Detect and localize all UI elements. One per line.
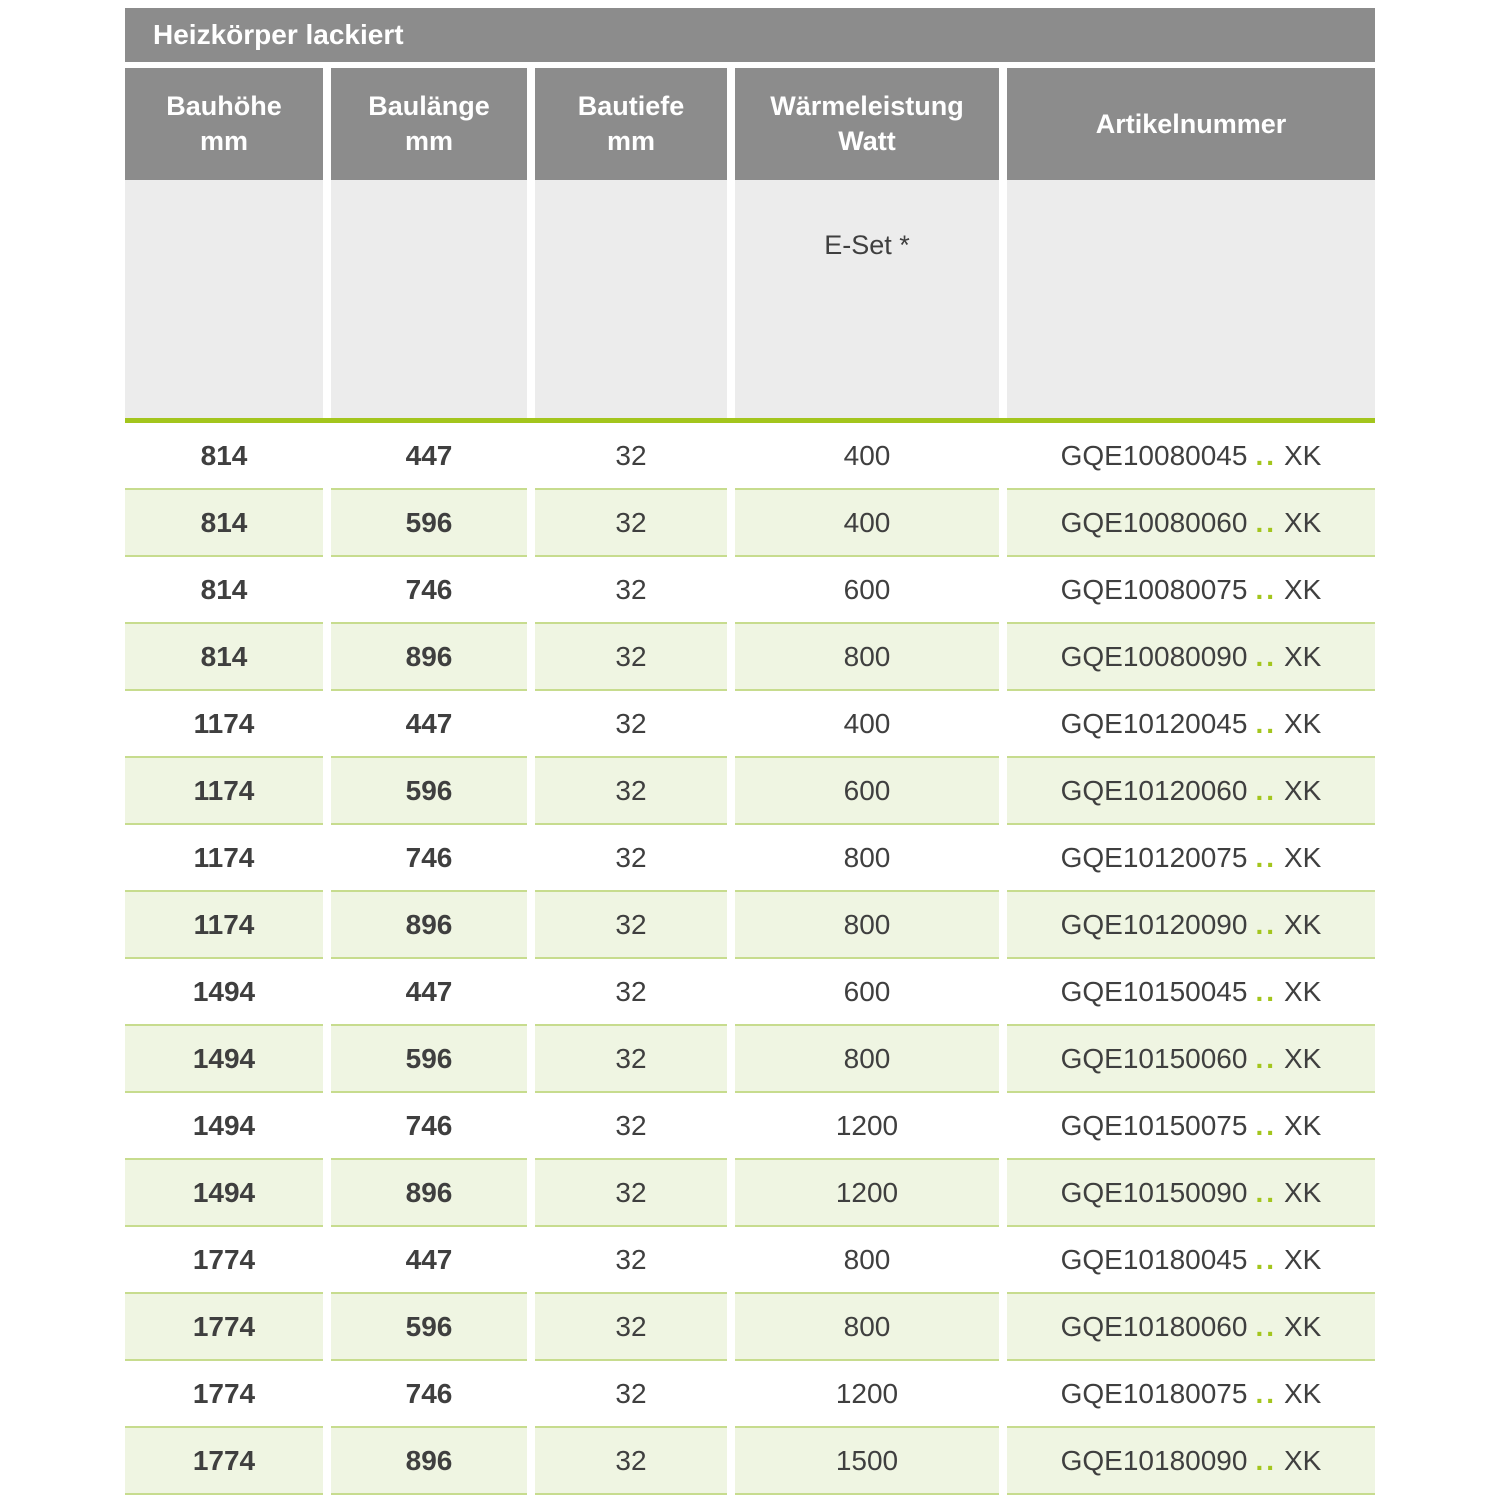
cell-baulaenge: 447 xyxy=(331,959,527,1026)
artikel-prefix: GQE10080045 xyxy=(1060,440,1248,471)
artikel-suffix: XK xyxy=(1284,909,1322,940)
artikel-suffix: XK xyxy=(1284,507,1322,538)
table-row xyxy=(125,691,1375,758)
cell-artikelnummer xyxy=(1007,1428,1375,1495)
cell-artikelnummer xyxy=(1007,1294,1375,1361)
cell-bauhoehe: 1494 xyxy=(125,959,323,1026)
cell-bautiefe: 32 xyxy=(535,825,727,892)
artikel-suffix: XK xyxy=(1284,641,1322,672)
cell-artikelnummer xyxy=(1007,959,1375,1026)
cell-watt: 800 xyxy=(735,1294,999,1361)
column-header-label: Wärmeleistung xyxy=(770,91,964,121)
artikel-dots-placeholder: .. xyxy=(1255,1177,1277,1208)
cell-bautiefe: 32 xyxy=(535,1227,727,1294)
artikel-prefix: GQE10120075 xyxy=(1060,842,1248,873)
cell-bautiefe: 32 xyxy=(535,758,727,825)
cell-artikelnummer xyxy=(1007,825,1375,892)
cell-watt: 400 xyxy=(735,490,999,557)
cell-bauhoehe: 1494 xyxy=(125,1160,323,1227)
subheader-cell xyxy=(1007,180,1375,418)
artikel-suffix: XK xyxy=(1284,1445,1322,1476)
artikel-prefix: GQE10080090 xyxy=(1060,641,1248,672)
cell-bauhoehe: 1174 xyxy=(125,892,323,959)
cell-bauhoehe: 1174 xyxy=(125,825,323,892)
artikel-dots-placeholder: .. xyxy=(1255,1043,1277,1074)
cell-bautiefe: 32 xyxy=(535,1361,727,1428)
artikel-suffix: XK xyxy=(1284,976,1322,1007)
artikel-prefix: GQE10150060 xyxy=(1060,1043,1248,1074)
artikel-suffix: XK xyxy=(1284,1043,1322,1074)
cell-bautiefe: 32 xyxy=(535,490,727,557)
cell-watt: 600 xyxy=(735,758,999,825)
artikel-dots-placeholder: .. xyxy=(1255,1244,1277,1275)
artikel-prefix: GQE10150090 xyxy=(1060,1177,1248,1208)
artikel-suffix: XK xyxy=(1284,1110,1322,1141)
column-header-unit: Watt xyxy=(838,126,896,156)
column-header-unit: mm xyxy=(404,126,453,156)
table-row xyxy=(125,825,1375,892)
artikel-dots-placeholder: .. xyxy=(1255,1311,1277,1342)
cell-bauhoehe: 1174 xyxy=(125,758,323,825)
column-header-baulaenge xyxy=(331,68,527,180)
subheader-cell xyxy=(331,180,527,418)
cell-artikelnummer xyxy=(1007,557,1375,624)
artikel-dots-placeholder: .. xyxy=(1255,842,1277,873)
table-row xyxy=(125,1026,1375,1093)
cell-baulaenge: 746 xyxy=(331,1093,527,1160)
subheader-cell xyxy=(125,180,323,418)
cell-bauhoehe: 1174 xyxy=(125,691,323,758)
cell-watt: 1200 xyxy=(735,1361,999,1428)
cell-baulaenge: 596 xyxy=(331,490,527,557)
artikel-prefix: GQE10180075 xyxy=(1060,1378,1248,1409)
cell-artikelnummer xyxy=(1007,490,1375,557)
cell-baulaenge: 596 xyxy=(331,1294,527,1361)
artikel-suffix: XK xyxy=(1284,708,1322,739)
cell-bauhoehe: 1774 xyxy=(125,1294,323,1361)
table-row xyxy=(125,892,1375,959)
cell-bauhoehe: 1494 xyxy=(125,1026,323,1093)
artikel-suffix: XK xyxy=(1284,1378,1322,1409)
column-header-unit: mm xyxy=(606,126,655,156)
table-row xyxy=(125,959,1375,1026)
cell-watt: 800 xyxy=(735,825,999,892)
artikel-prefix: GQE10080075 xyxy=(1060,574,1248,605)
artikel-prefix: GQE10150045 xyxy=(1060,976,1248,1007)
column-header-bautiefe xyxy=(535,68,727,180)
cell-artikelnummer xyxy=(1007,1227,1375,1294)
column-header-label: Bauhöhe xyxy=(166,91,282,121)
cell-artikelnummer xyxy=(1007,423,1375,490)
cell-bautiefe: 32 xyxy=(535,691,727,758)
artikel-dots-placeholder: .. xyxy=(1255,440,1277,471)
column-header-unit: mm xyxy=(199,126,248,156)
artikel-suffix: XK xyxy=(1284,574,1322,605)
cell-bautiefe: 32 xyxy=(535,1160,727,1227)
artikel-prefix: GQE10180090 xyxy=(1060,1445,1248,1476)
artikel-dots-placeholder: .. xyxy=(1255,1445,1277,1476)
cell-artikelnummer xyxy=(1007,1361,1375,1428)
cell-artikelnummer xyxy=(1007,892,1375,959)
table-subheader-row xyxy=(125,180,1375,418)
cell-baulaenge: 746 xyxy=(331,825,527,892)
cell-artikelnummer xyxy=(1007,1093,1375,1160)
cell-baulaenge: 896 xyxy=(331,1160,527,1227)
column-header-label: Bautiefe xyxy=(577,91,685,121)
table-row xyxy=(125,1093,1375,1160)
table-title-bar xyxy=(125,8,1375,62)
artikel-dots-placeholder: .. xyxy=(1255,641,1277,672)
cell-baulaenge: 896 xyxy=(331,1428,527,1495)
cell-bauhoehe: 814 xyxy=(125,557,323,624)
cell-bautiefe: 32 xyxy=(535,624,727,691)
artikel-prefix: GQE10180045 xyxy=(1060,1244,1248,1275)
table-row xyxy=(125,557,1375,624)
cell-baulaenge: 447 xyxy=(331,1227,527,1294)
table-row xyxy=(125,1428,1375,1495)
table-row xyxy=(125,490,1375,557)
table-row xyxy=(125,1160,1375,1227)
table-row xyxy=(125,624,1375,691)
cell-baulaenge: 596 xyxy=(331,1026,527,1093)
artikel-prefix: GQE10150075 xyxy=(1060,1110,1248,1141)
cell-baulaenge: 746 xyxy=(331,557,527,624)
artikel-prefix: GQE10080060 xyxy=(1060,507,1248,538)
cell-bautiefe: 32 xyxy=(535,557,727,624)
cell-baulaenge: 447 xyxy=(331,423,527,490)
cell-bautiefe: 32 xyxy=(535,1093,727,1160)
table-row xyxy=(125,423,1375,490)
cell-watt: 600 xyxy=(735,557,999,624)
column-header-artikelnummer xyxy=(1007,68,1375,180)
cell-baulaenge: 596 xyxy=(331,758,527,825)
cell-bauhoehe: 1774 xyxy=(125,1361,323,1428)
artikel-dots-placeholder: .. xyxy=(1255,976,1277,1007)
artikel-prefix: GQE10120060 xyxy=(1060,775,1248,806)
artikel-dots-placeholder: .. xyxy=(1255,909,1277,940)
table-row xyxy=(125,1227,1375,1294)
cell-artikelnummer xyxy=(1007,1160,1375,1227)
cell-watt: 800 xyxy=(735,1026,999,1093)
cell-bauhoehe: 814 xyxy=(125,423,323,490)
cell-watt: 1200 xyxy=(735,1093,999,1160)
cell-bautiefe: 32 xyxy=(535,1026,727,1093)
artikel-prefix: GQE10120090 xyxy=(1060,909,1248,940)
column-header-bauhoehe xyxy=(125,68,323,180)
cell-bautiefe: 32 xyxy=(535,423,727,490)
cell-bauhoehe: 1774 xyxy=(125,1227,323,1294)
artikel-dots-placeholder: .. xyxy=(1255,1378,1277,1409)
cell-artikelnummer xyxy=(1007,758,1375,825)
cell-bauhoehe: 814 xyxy=(125,490,323,557)
cell-watt: 600 xyxy=(735,959,999,1026)
subheader-eset-cell xyxy=(735,180,999,418)
artikel-dots-placeholder: .. xyxy=(1255,574,1277,605)
table-row xyxy=(125,758,1375,825)
column-header-label: Baulänge xyxy=(368,91,490,121)
cell-baulaenge: 746 xyxy=(331,1361,527,1428)
cell-watt: 800 xyxy=(735,892,999,959)
cell-bauhoehe: 814 xyxy=(125,624,323,691)
cell-baulaenge: 447 xyxy=(331,691,527,758)
subheader-cell xyxy=(535,180,727,418)
table-title: Heizkörper lackiert xyxy=(153,19,404,50)
artikel-suffix: XK xyxy=(1284,842,1322,873)
table-row xyxy=(125,1361,1375,1428)
artikel-suffix: XK xyxy=(1284,1311,1322,1342)
artikel-suffix: XK xyxy=(1284,1177,1322,1208)
artikel-suffix: XK xyxy=(1284,440,1322,471)
artikel-suffix: XK xyxy=(1284,775,1322,806)
cell-bautiefe: 32 xyxy=(535,959,727,1026)
cell-baulaenge: 896 xyxy=(331,892,527,959)
artikel-suffix: XK xyxy=(1284,1244,1322,1275)
artikel-dots-placeholder: .. xyxy=(1255,1110,1277,1141)
cell-watt: 400 xyxy=(735,691,999,758)
cell-bautiefe: 32 xyxy=(535,1294,727,1361)
cell-artikelnummer xyxy=(1007,1026,1375,1093)
cell-watt: 400 xyxy=(735,423,999,490)
artikel-dots-placeholder: .. xyxy=(1255,507,1277,538)
cell-bautiefe: 32 xyxy=(535,1428,727,1495)
cell-bautiefe: 32 xyxy=(535,892,727,959)
cell-bauhoehe: 1494 xyxy=(125,1093,323,1160)
eset-label: E-Set * xyxy=(824,230,910,260)
cell-watt: 800 xyxy=(735,1227,999,1294)
spec-table xyxy=(125,8,1375,1495)
column-header-label: Artikelnummer xyxy=(1095,108,1287,139)
cell-watt: 1500 xyxy=(735,1428,999,1495)
artikel-prefix: GQE10120045 xyxy=(1060,708,1248,739)
cell-bauhoehe: 1774 xyxy=(125,1428,323,1495)
column-header-waermeleistung xyxy=(735,68,999,180)
table-header-row xyxy=(125,68,1375,180)
artikel-dots-placeholder: .. xyxy=(1255,775,1277,806)
cell-artikelnummer xyxy=(1007,624,1375,691)
artikel-prefix: GQE10180060 xyxy=(1060,1311,1248,1342)
table-row xyxy=(125,1294,1375,1361)
cell-watt: 800 xyxy=(735,624,999,691)
cell-artikelnummer xyxy=(1007,691,1375,758)
table-body xyxy=(125,423,1375,1495)
artikel-dots-placeholder: .. xyxy=(1255,708,1277,739)
cell-watt: 1200 xyxy=(735,1160,999,1227)
cell-baulaenge: 896 xyxy=(331,624,527,691)
